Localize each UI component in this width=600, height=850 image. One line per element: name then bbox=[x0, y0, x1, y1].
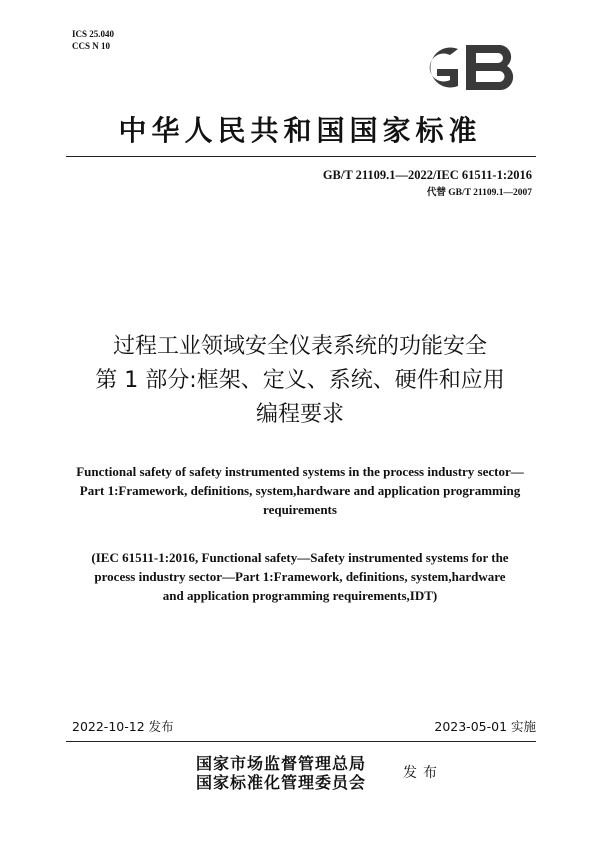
iec-note-line-3: and application programming requirements,IDT) bbox=[162, 588, 438, 603]
gb-logo bbox=[404, 40, 524, 95]
bottom-divider bbox=[66, 741, 536, 742]
english-title-line-1: Functional safety of safety instrumented systems in the process industry sector— bbox=[76, 464, 524, 479]
ics-code: ICS 25.040 bbox=[72, 29, 115, 39]
replaces-standard: 代替 GB/T 21109.1—2007 bbox=[426, 188, 532, 198]
publisher-1: 国家市场监督管理总局 bbox=[196, 754, 367, 773]
issue-date: 2022-10-12 发布 bbox=[72, 719, 174, 734]
publishing-authorities bbox=[196, 754, 366, 792]
top-divider bbox=[66, 156, 536, 157]
iec-equivalence-note bbox=[60, 548, 540, 605]
chinese-title-line-1: 过程工业领域安全仪表系统的功能安全 bbox=[112, 334, 487, 359]
iec-note-line-1: (IEC 61511-1:2016, Functional safety—Safety instrumented systems for the bbox=[91, 550, 509, 565]
standard-number: GB/T 21109.1—2022/IEC 61511-1:2016 bbox=[322, 168, 532, 182]
publisher-2: 国家标准化管理委员会 bbox=[196, 773, 367, 792]
english-title bbox=[60, 462, 540, 519]
chinese-title-line-3: 编程要求 bbox=[255, 402, 344, 427]
english-title-line-3: requirements bbox=[263, 502, 337, 517]
iec-note-line-2: process industry sector—Part 1:Framework, definitions, system,hardware bbox=[94, 569, 506, 584]
chinese-title-line-2: 第 1 部分:框架、定义、系统、硬件和应用 bbox=[95, 368, 505, 393]
publish-label: 发布 bbox=[403, 765, 443, 781]
english-title-line-2: Part 1:Framework, definitions, system,hardware and application programming bbox=[79, 483, 521, 498]
chinese-title bbox=[60, 330, 540, 432]
ccs-code: CCS N 10 bbox=[72, 41, 111, 51]
effective-date: 2023-05-01 实施 bbox=[434, 719, 536, 734]
classification-codes bbox=[72, 28, 114, 52]
national-standard-title: 中华人民共和国国家标准 bbox=[118, 114, 482, 147]
